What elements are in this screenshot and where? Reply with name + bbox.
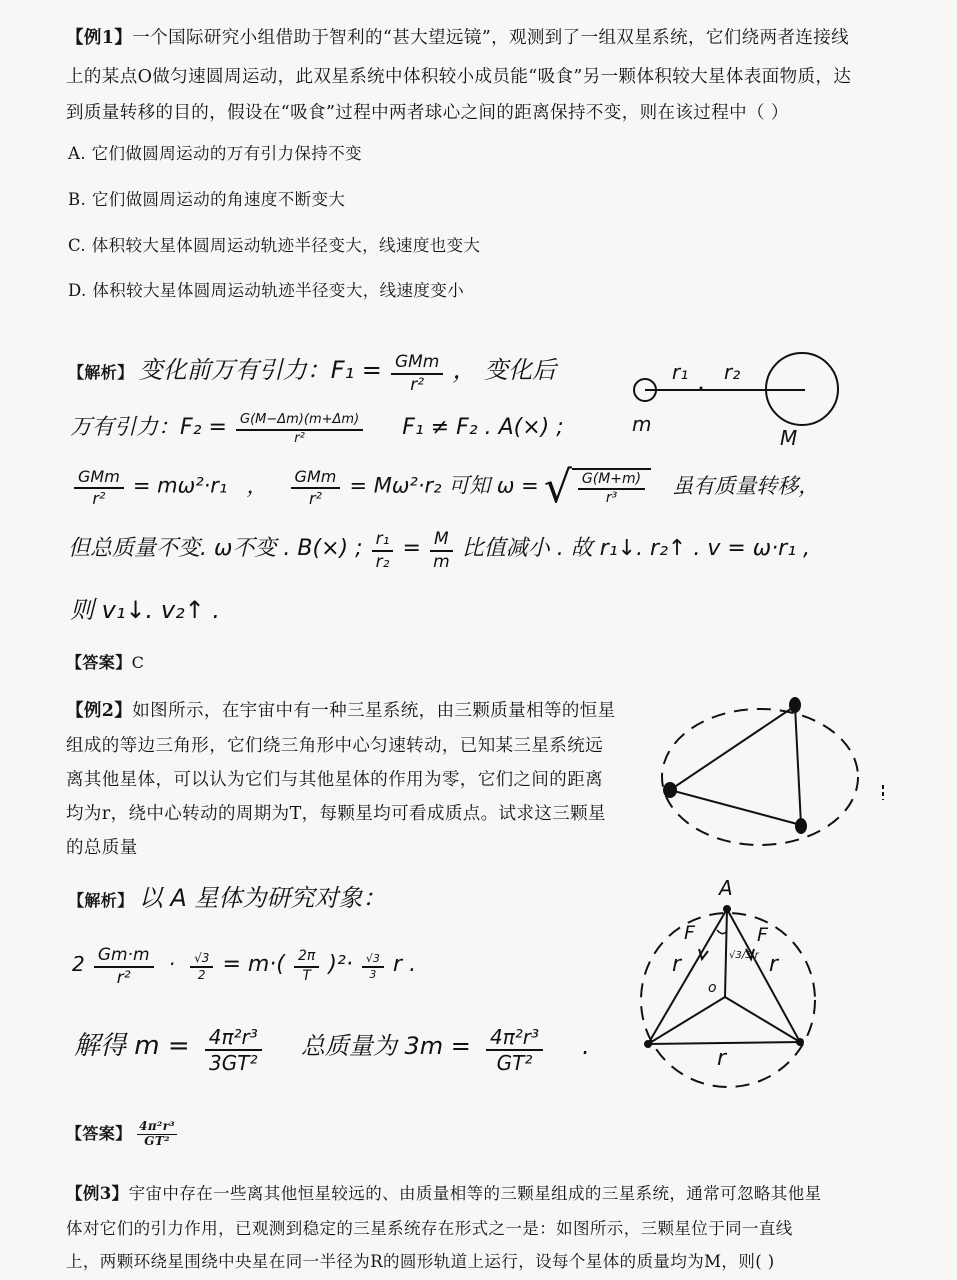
label-small-mass: m bbox=[632, 412, 652, 436]
three-star-force-diagram bbox=[620, 872, 880, 1092]
label-side-bottom: r bbox=[717, 1046, 727, 1071]
label-side-left: r bbox=[672, 952, 682, 977]
label-vertex-a: A bbox=[719, 876, 733, 900]
label-side-right: r bbox=[769, 952, 779, 977]
three-star-orbit-figure bbox=[650, 690, 890, 850]
example3-line-1: 【例3】宇宙中存在一些离其他恒星较远的、由质量相等的三颗星组成的三星系统，通常可忽略其他星 bbox=[66, 1184, 822, 1203]
example1-option-d: D. 体积较大星体圆周运动轨迹半径变大，线速度变小 bbox=[68, 281, 465, 300]
analysis-label: 【解析】 bbox=[68, 363, 134, 382]
label-force-left: F bbox=[684, 922, 695, 944]
example1-line-1: 【例1】一个国际研究小组借助于智利的“甚大望远镜”，观测到了一组双星系统，它们绕两者连接线 bbox=[66, 28, 850, 48]
binary-star-diagram bbox=[620, 350, 860, 460]
three-star-orbit-diagram bbox=[650, 690, 890, 850]
example2-answer: 【答案】 $\frac{\text{4π²r³}}{\text{GT²}}$ bbox=[66, 1119, 176, 1148]
example1-option-a: A. 它们做圆周运动的万有引力保持不变 bbox=[68, 144, 363, 163]
example1-analysis-line-4: 但总质量不变. ω不变 . B(×) ; $\frac{\text{r₁}}{\text{r₂}}$ = $\frac{M}{m}$ 比值减小 . 故 r₁↓. r₂↑ . v = ω·r₁ , bbox=[68, 529, 811, 572]
example2-line-1: 【例2】如图所示，在宇宙中有一种三星系统，由三颗质量相等的恒星 bbox=[66, 701, 616, 721]
example1-analysis-line-2: 万有引力：F₂ = $\frac{G(M-\Delta m)(m+\Delta m)}{\text{r²}}$ F₁ ≠ F₂ . A(×) ; bbox=[70, 412, 564, 446]
example1-label: 【例1】 bbox=[66, 28, 133, 48]
formula-f1: $\frac{\text{GMm}}{\text{r²}}$ bbox=[391, 353, 443, 394]
example1-analysis-line-1: 【解析】 变化前万有引力：F₁ = $\frac{\text{GMm}}{\text{r²}}$ ， 变化后 bbox=[68, 351, 557, 395]
example2-line-2: 组成的等边三角形，它们绕三角形中心匀速转动，已知某三星系统远 bbox=[66, 736, 603, 756]
example1-option-b: B. 它们做圆周运动的角速度不断变大 bbox=[68, 190, 346, 209]
label-r1: r₁ bbox=[672, 360, 689, 384]
example3-line-2: 体对它们的引力作用，已观测到稳定的三星系统存在形式之一是：如图所示，三颗星位于同一直线 bbox=[66, 1219, 793, 1238]
answer-fraction: $\frac{\text{4π²r³}}{\text{GT²}}$ bbox=[139, 1119, 176, 1148]
three-star-force-figure bbox=[620, 872, 880, 1092]
label-center-o: o bbox=[708, 980, 717, 996]
label-r2: r₂ bbox=[724, 360, 741, 384]
label-large-mass: M bbox=[780, 426, 798, 450]
example2-analysis-equation: 2 $\frac{Gm\cdot m}{\text{r²}}$ · $\frac{√3}{2}$ = m·( $\frac{2\pi}{T}$ )²· $\frac{√3}{3}$ r . bbox=[72, 945, 417, 988]
sqrt-omega: √ $\frac{G(M+m)}{\text{r³}}$ bbox=[544, 466, 651, 510]
label-force-right: F bbox=[757, 924, 768, 946]
example1-line-2: 上的某点O做匀速圆周运动，此双星系统中体积较小成员能“吸食”另一颗体积较大星体表面物质，达 bbox=[66, 67, 852, 87]
example1-analysis-line-3: $\frac{\text{GMm}}{\text{r²}}$ = mω²·r₁ ， $\frac{\text{GMm}}{\text{r²}}$ = Mω²·r₂ 可知 ω = √ $\frac{G(M+m)}{\text{r³}}$ 虽有质量转移， bbox=[70, 466, 819, 510]
example2-line-3: 离其他星体，可以认为它们与其他星体的作用为零，它们之间的距离 bbox=[66, 770, 603, 790]
example3-label: 【例3】 bbox=[66, 1184, 129, 1203]
example2-line-4: 均为r，绕中心转动的周期为T，每颗星均可看成质点。试求这三颗星 bbox=[66, 804, 606, 824]
label-height: √3/3 r bbox=[729, 950, 759, 961]
example1-answer: 【答案】C bbox=[66, 653, 145, 672]
example1-analysis-line-5: 则 v₁↓. v₂↑ . bbox=[70, 596, 221, 624]
formula-f2: $\frac{G(M-\Delta m)(m+\Delta m)}{\text{r²}}$ bbox=[236, 413, 363, 446]
example2-analysis-line-1: 【解析】 以 A 星体为研究对象： bbox=[68, 884, 387, 912]
example2-analysis-solution: 解得 m = $\frac{\text{4π²r³}}{\text{3GT²}}$ 总质量为 3m = $\frac{\text{4π²r³}}{\text{GT²}}$ . bbox=[74, 1024, 590, 1075]
example1-line-3: 到质量转移的目的，假设在“吸食”过程中两者球心之间的距离保持不变，则在该过程中（ ） bbox=[66, 103, 789, 123]
example1-option-c: C. 体积较大星体圆周运动轨迹半径变大，线速度也变大 bbox=[68, 236, 481, 255]
example2-line-5: 的总质量 bbox=[66, 838, 138, 858]
analysis-label: 【解析】 bbox=[68, 891, 134, 910]
example3-line-3: 上，两颗环绕星围绕中央星在同一半径为R的圆形轨道上运行，设每个星体的质量均为M，则( ) bbox=[66, 1252, 775, 1271]
example2-label: 【例2】 bbox=[66, 701, 133, 721]
answer-value: C bbox=[131, 653, 145, 672]
